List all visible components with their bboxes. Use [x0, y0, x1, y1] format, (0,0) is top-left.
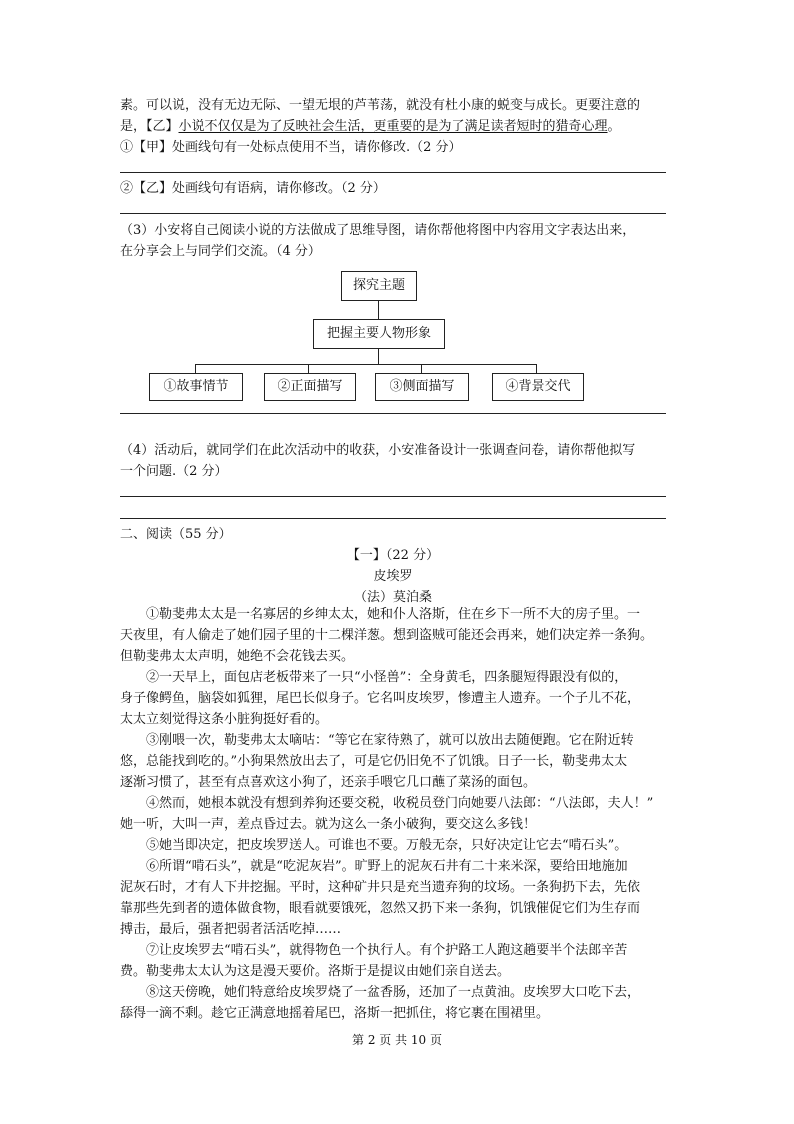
paragraph-line: ②一天早上，面包店老板带来了一只“小怪兽”：全身黄毛，四条腿短得跟没有似的， [146, 670, 628, 685]
paragraph-line: 逐渐习惯了，甚至有点喜欢这小狗了，还亲手喂它几口蘸了菜汤的面包。 [120, 775, 537, 790]
story-author: （法）莫泊桑 [353, 590, 432, 605]
question-jia: ①【甲】处画线句有一处标点使用不当，请你修改.（2 分） [120, 140, 462, 155]
paragraph-line: 泥灰石时，才有人下井挖掘。平时，这种矿井只是充当遗弃狗的坟场。一条狗扔下去，先依 [120, 880, 641, 895]
mindmap-branch-box: ④背景交代 [492, 373, 584, 401]
answer-line [120, 518, 666, 519]
mindmap-connector [195, 364, 536, 365]
mindmap-branch-box: ③侧面描写 [375, 373, 469, 401]
mindmap-connector [536, 364, 537, 373]
question-4-line: （4）活动后，就同学们在此次活动中的收获，小安准备设计一张调查问卷，请你帮他拟写 [120, 443, 636, 458]
mindmap-branch-box: ①故事情节 [149, 373, 243, 401]
answer-line [120, 213, 666, 214]
period: 。 [607, 119, 621, 134]
mindmap-connector [195, 364, 196, 373]
paragraph-line [120, 116, 680, 137]
section-heading: 二、阅读（55 分） [120, 527, 232, 542]
paragraph-line: ①勒斐弗太太是一名寡居的乡绅太太，她和仆人洛斯，住在乡下一所不大的房子里。一 [146, 607, 641, 622]
paragraph-line: 悠，总能找到吃的。”小狗果然放出去了，可是它仍旧免不了饥饿。日子一长，勒斐弗太太 [120, 754, 628, 769]
part-heading: 【一】（22 分） [346, 548, 440, 563]
mindmap-connector [308, 364, 309, 373]
paragraph-line: 身子像鳄鱼，脑袋如狐狸，尾巴长似身子。它名叫皮埃罗，惨遭主人遗弃。一个子儿不花， [120, 691, 641, 706]
mindmap-connector [378, 300, 379, 319]
paragraph-line: 靠那些先到者的遗体做食物，眼看就要饿死，忽然又扔下来一条狗，饥饿催促它们为生存而 [120, 901, 641, 916]
paragraph-line: 素。可以说，没有无边无际、一望无垠的芦苇荡，就没有杜小康的蜕变与成长。更要注意的 [120, 98, 641, 113]
paragraph-line: 搏击，最后，强者把弱者活活吃掉…… [120, 922, 342, 937]
answer-line [120, 413, 666, 414]
paragraph-line: 费。勒斐弗太太认为这是漫天要价。洛斯于是提议由她们亲自送去。 [120, 964, 511, 979]
question-yi: ②【乙】处画线句有语病，请你修改。（2 分） [120, 181, 386, 196]
page-footer: 第 2 页 共 10 页 [352, 1033, 442, 1047]
paragraph-line: ⑦让皮埃罗去“啃石头”，就得物色一个执行人。有个护路工人跑这趟要半个法郎辛苦 [146, 943, 628, 958]
mindmap-connector [421, 364, 422, 373]
question-3-line: （3）小安将自己阅读小说的方法做成了思维导图，请你帮他将图中内容用文字表达出来， [120, 223, 636, 238]
answer-line [120, 172, 666, 173]
paragraph-line: ④然而，她根本就没有想到养狗还要交税，收税员登门向她要八法郎：“八法郎，夫人！” [146, 796, 654, 811]
paragraph-line: 舔得一滴不剩。趁它正满意地摇着尾巴，洛斯一把抓住，将它裹在围裙里。 [120, 1006, 550, 1021]
mindmap-branch-box: ②正面描写 [264, 373, 356, 401]
paragraph-line: ⑧这天傍晚，她们特意给皮埃罗烧了一盆香肠，还加了一点黄油。皮埃罗大口吃下去， [146, 985, 641, 1000]
paragraph-line: ⑤她当即决定，把皮埃罗送人。可谁也不要。万般无奈，只好决定让它去“啃石头”。 [146, 838, 628, 853]
mindmap-top-box: 探究主题 [341, 271, 417, 301]
paragraph-line: 她一听，大叫一声，差点昏过去。就为这么一条小破狗，要交这么多钱！ [120, 817, 537, 832]
underlined-sentence-yi: 小说不仅仅是为了反映社会生活，更重要的是为了满足读者短时的猎奇心理 [178, 119, 608, 134]
paragraph-line: ③刚喂一次，勒斐弗太太嘀咕：“等它在家待熟了，就可以放出去随便跑。它在附近转 [146, 733, 634, 748]
story-title: 皮埃罗 [373, 569, 413, 584]
question-4-line: 一个问题.（2 分） [120, 464, 228, 479]
label-yi: 是，【乙】 [120, 119, 179, 134]
question-3-line: 在分享会上与同学们交流。（4 分） [120, 244, 321, 259]
paragraph-line: 但勒斐弗太太声明，她绝不会花钱去买。 [120, 649, 355, 664]
mindmap-middle-box: 把握主要人物形象 [313, 319, 445, 349]
paragraph-line: 太太立刻觉得这条小脏狗挺好看的。 [120, 712, 329, 727]
answer-line [120, 496, 666, 497]
paragraph-line: 天夜里，有人偷走了她们园子里的十二棵洋葱。想到盗贼可能还会再来，她们决定养一条狗。 [120, 628, 654, 643]
mindmap-connector [378, 348, 379, 364]
paragraph-line: ⑥所谓“啃石头”，就是“吃泥灰岩”。旷野上的泥灰石井有二十来米深，要给田地施加 [146, 859, 628, 874]
